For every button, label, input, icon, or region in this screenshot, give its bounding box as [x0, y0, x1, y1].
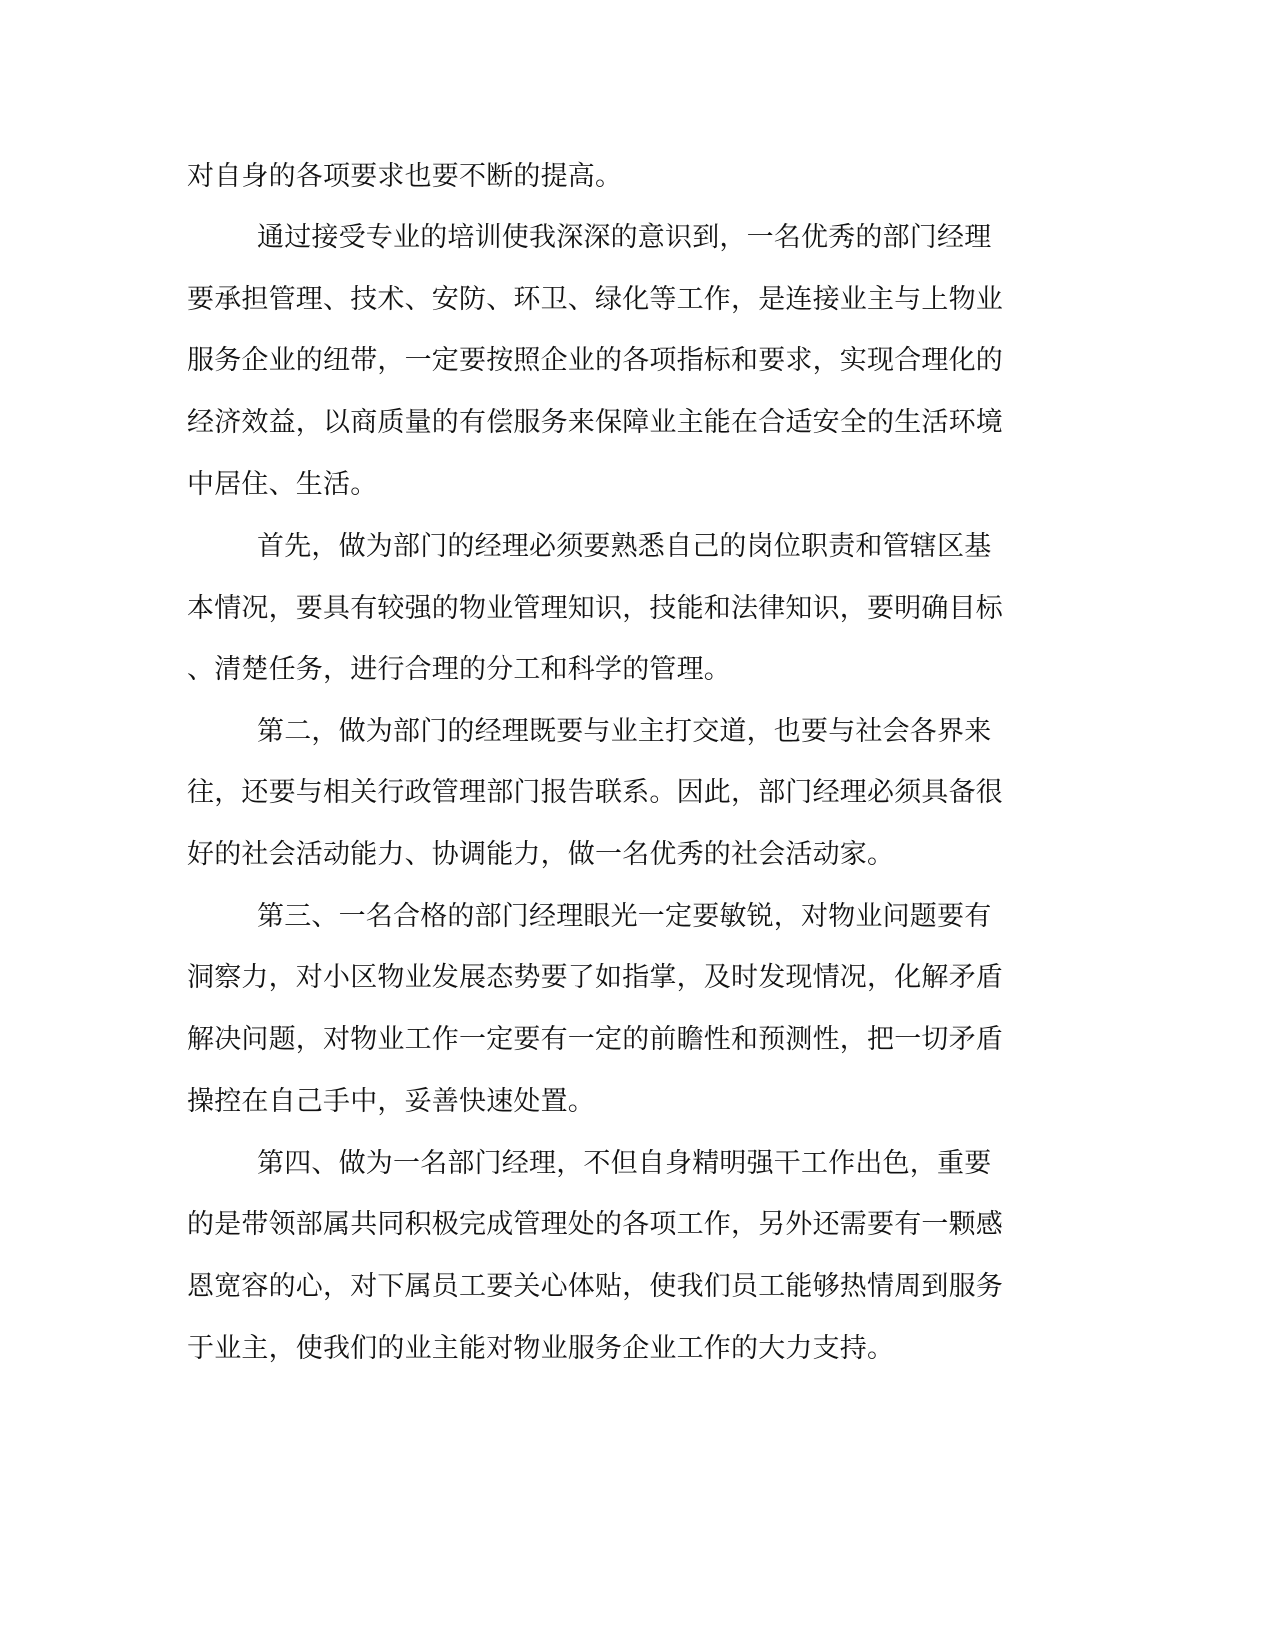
paragraph-start-line-7: 首先，做为部门的经理必须要熟悉自己的岗位职责和管辖区基: [257, 531, 992, 562]
text-line-20: 于业主，使我们的业主能对物业服务企业工作的大力支持。: [187, 1333, 895, 1364]
text-line-19: 恩宽容的心，对下属员工要关心体贴，使我们员工能够热情周到服务: [187, 1271, 1003, 1302]
text-line-12: 好的社会活动能力、协调能力，做一名优秀的社会活动家。: [187, 839, 895, 870]
text-line-8: 本情况，要具有较强的物业管理知识，技能和法律知识，要明确目标: [187, 593, 1003, 624]
text-line-6: 中居住、生活。: [187, 469, 378, 500]
paragraph-start-line-10: 第二，做为部门的经理既要与业主打交道，也要与社会各界来: [257, 716, 992, 747]
text-line-3: 要承担管理、技术、安防、环卫、绿化等工作，是连接业主与上物业: [187, 284, 1003, 315]
text-line-4: 服务企业的纽带，一定要按照企业的各项指标和要求，实现合理化的: [187, 345, 1003, 376]
text-line-14: 洞察力，对小区物业发展态势要了如指掌，及时发现情况，化解矛盾: [187, 962, 1003, 993]
text-line-15: 解决问题，对物业工作一定要有一定的前瞻性和预测性，把一切矛盾: [187, 1024, 1003, 1055]
text-line-16: 操控在自己手中，妥善快速处置。: [187, 1086, 595, 1117]
paragraph-start-line-17: 第四、做为一名部门经理，不但自身精明强干工作出色，重要: [257, 1148, 992, 1179]
text-line-9: 、清楚任务，进行合理的分工和科学的管理。: [187, 654, 731, 685]
paragraph-start-line-2: 通过接受专业的培训使我深深的意识到，一名优秀的部门经理: [257, 222, 992, 253]
paragraph-start-line-13: 第三、一名合格的部门经理眼光一定要敏锐，对物业问题要有: [257, 901, 992, 932]
text-line-1: 对自身的各项要求也要不断的提高。: [187, 161, 623, 192]
text-line-11: 往，还要与相关行政管理部门报告联系。因此，部门经理必须具备很: [187, 777, 1003, 808]
text-line-5: 经济效益，以商质量的有偿服务来保障业主能在合适安全的生活环境: [187, 407, 1003, 438]
text-line-18: 的是带领部属共同积极完成管理处的各项工作，另外还需要有一颗感: [187, 1209, 1003, 1240]
